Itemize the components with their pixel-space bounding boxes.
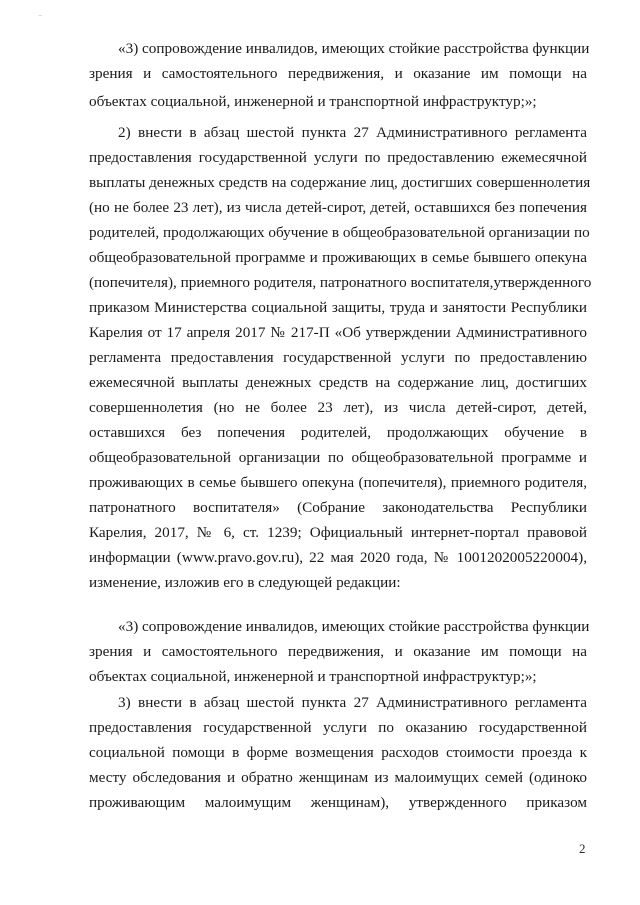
- text-line: предоставления государственной услуги по предоставлению ежемесячной: [89, 149, 587, 166]
- text-line: патронатного воспитателя» (Собрание законодательства Республики: [89, 499, 587, 516]
- text-line: оставшихся без попечения родителей, продолжающих обучение в: [89, 424, 587, 441]
- text-line: 2) внести в абзац шестой пункта 27 Административного регламента: [118, 124, 587, 141]
- text-line: зрения и самостоятельного передвижения, и оказание им помощи на: [89, 643, 587, 660]
- text-line: месту обследования и обратно женщинам из малоимущих семей (одиноко: [89, 769, 587, 786]
- paragraph-quoted-clause-2: [89, 614, 590, 689]
- paragraph-item-2: [89, 120, 592, 595]
- text-line: (попечителя), приемного родителя, патронатного воспитателя,утвержденного: [89, 274, 592, 291]
- text-line: Карелия от 17 апреля 2017 № 217-П «Об утверждении Административного: [89, 324, 587, 341]
- text-line: «3) сопровождение инвалидов, имеющих стойкие расстройства функции: [118, 40, 590, 57]
- text-line: «3) сопровождение инвалидов, имеющих стойкие расстройства функции: [118, 618, 590, 635]
- text-line: совершеннолетия (но не более 23 лет), из числа детей-сирот, детей,: [89, 399, 587, 416]
- text-line: проживающих в семье бывшего опекуна (попечителя), приемного родителя,: [89, 474, 587, 491]
- text-line: предоставления государственной услуги по оказанию государственной: [89, 719, 587, 736]
- text-line: родителей, продолжающих обучение в общеобразовательной организации по: [89, 224, 590, 241]
- text-line: Карелия, 2017, № 6, ст. 1239; Официальный интернет-портал правовой: [89, 524, 587, 541]
- text-line: социальной помощи в форме возмещения расходов стоимости проезда к: [89, 744, 587, 761]
- text-line: информации (www.pravo.gov.ru), 22 мая 2020 года, № 1001202005220004),: [89, 549, 587, 566]
- text-line: объектах социальной, инженерной и транспортной инфраструктур;»;: [89, 93, 537, 110]
- text-line: зрения и самостоятельного передвижения, и оказание им помощи на: [89, 65, 587, 82]
- text-line: 3) внести в абзац шестой пункта 27 Административного регламента: [118, 694, 587, 711]
- text-line: общеобразовательной организации по общеобразовательной программе и: [89, 449, 587, 466]
- text-line: приказом Министерства социальной защиты, труда и занятости Республики: [89, 299, 587, 316]
- paragraph-item-3: [89, 690, 587, 815]
- text-line: изменение, изложив его в следующей редакции:: [89, 574, 401, 591]
- text-line: проживающим малоимущим женщинам), утвержденного приказом: [89, 794, 587, 811]
- text-line: выплаты денежных средств на содержание лиц, достигших совершеннолетия: [89, 174, 591, 191]
- text-line: общеобразовательной программе и проживающих в семье бывшего опекуна: [89, 249, 587, 266]
- page-number: 2: [579, 841, 586, 856]
- text-line: (но не более 23 лет), из числа детей-сирот, детей, оставшихся без попечения: [89, 199, 587, 216]
- text-line: ежемесячной выплаты денежных средств на содержание лиц, достигших: [89, 374, 587, 391]
- text-line: регламента предоставления государственной услуги по предоставлению: [89, 349, 587, 366]
- text-line: объектах социальной, инженерной и транспортной инфраструктур;»;: [89, 668, 537, 685]
- scan-corner-mark: ⁻: [38, 13, 43, 22]
- paragraph-quoted-clause-1: [89, 36, 590, 114]
